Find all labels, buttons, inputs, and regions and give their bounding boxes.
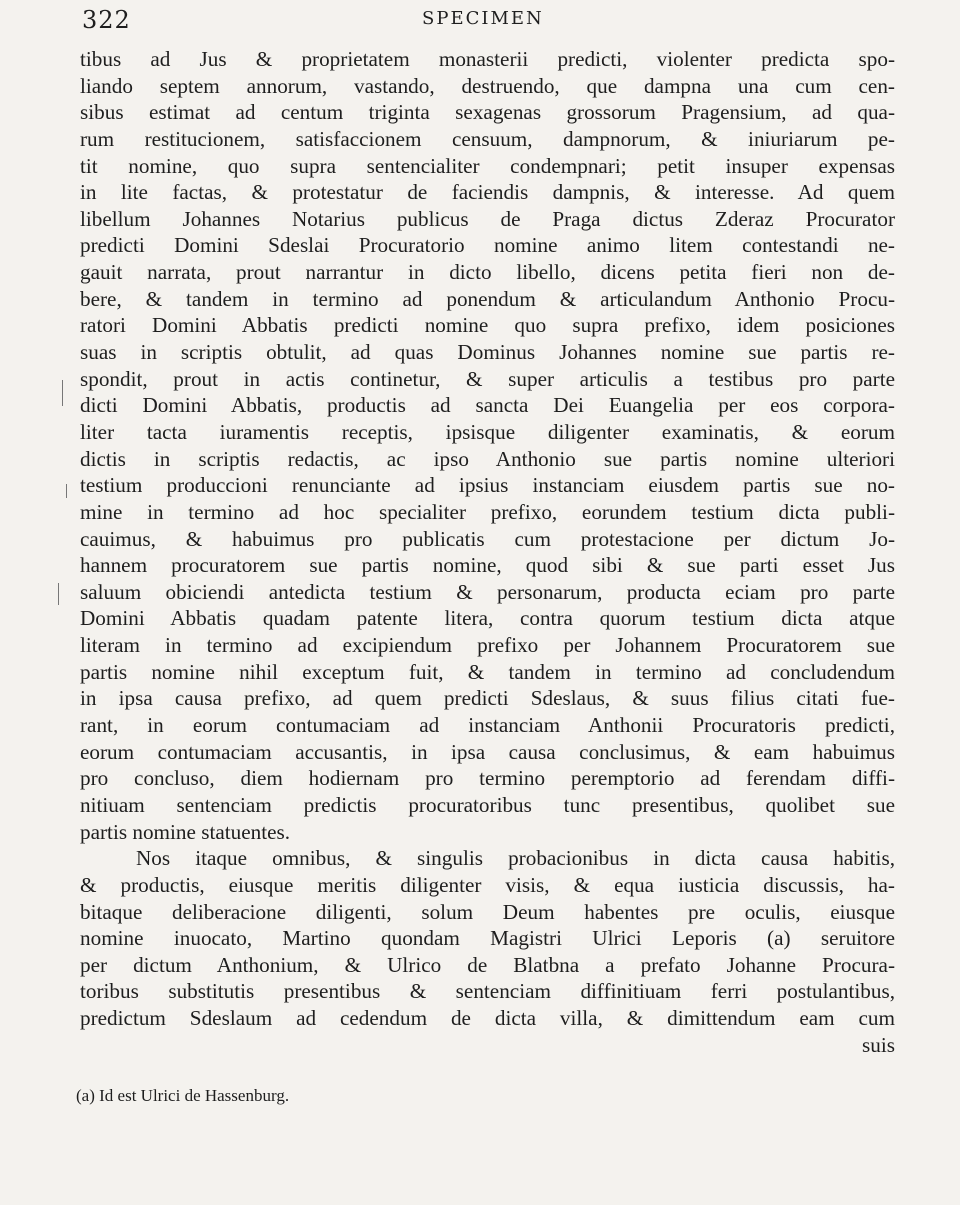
text-line: saluum obiciendi antedicta testium & personarum, producta eciam pro parte <box>80 579 895 604</box>
text-line: Domini Abbatis quadam patente litera, contra quorum testium dicta atque <box>80 606 895 631</box>
body-text <box>80 46 895 1058</box>
text-line: hannem procuratorem sue partis nomine, quod sibi & sue parti esset Jus <box>80 553 895 578</box>
text-line: tibus ad Jus & proprietatem monasterii predicti, violenter predicta spo- <box>80 47 895 71</box>
margin-mark <box>62 380 63 406</box>
text-line: predicti Domini Sdeslai Procuratorio nomine animo litem contestandi ne- <box>80 233 895 258</box>
text-line: gauit narrata, prout narrantur in dicto libello, dicens petita fieri non de- <box>80 260 895 285</box>
text-line: in lite factas, & protestatur de faciendis dampnis, & interesse. Ad quem <box>80 180 895 205</box>
text-line: nitiuam sentenciam predictis procuratoribus tunc presentibus, quolibet sue <box>80 792 895 817</box>
text-line: tit nomine, quo supra sentencialiter condempnari; petit insuper expensas <box>80 153 895 178</box>
text-line: suas in scriptis obtulit, ad quas Dominus Johannes nomine sue partis re- <box>80 340 895 365</box>
text-line: mine in termino ad hoc specialiter prefixo, eorundem testium dicta publi- <box>80 499 895 524</box>
text-line: dicti Domini Abbatis, productis ad sancta Dei Euangelia per eos corpora- <box>80 393 895 418</box>
text-line: rant, in eorum contumaciam ad instanciam Anthonii Procuratoris predicti, <box>80 713 895 738</box>
text-line: predictum Sdeslaum ad cedendum de dicta villa, & dimittendum eam cum <box>80 1006 895 1031</box>
text-line: toribus substitutis presentibus & sentenciam diffinitiuam ferri postulantibus, <box>80 979 895 1004</box>
running-head: SPECIMEN <box>422 8 544 29</box>
text-line: literam in termino ad excipiendum prefixo per Johannem Procuratorem sue <box>80 633 895 658</box>
text-line: dictis in scriptis redactis, ac ipso Anthonio sue partis nomine ulteriori <box>80 446 895 471</box>
margin-mark <box>66 484 67 498</box>
catchword: suis <box>862 1032 895 1057</box>
text-line-paragraph-end: partis nomine statuentes. <box>80 819 291 844</box>
page-number: 322 <box>82 6 131 34</box>
text-line: liter tacta iuramentis receptis, ipsisque diligenter examinatis, & eorum <box>80 419 895 444</box>
text-line: cauimus, & habuimus pro publicatis cum protestacione per dictum Jo- <box>80 526 895 551</box>
text-line: in ipsa causa prefixo, ad quem predicti Sdeslaus, & suus filius citati fue- <box>80 686 895 711</box>
text-line: & productis, eiusque meritis diligenter visis, & equa iusticia discussis, ha- <box>80 872 895 897</box>
text-line: eorum contumaciam accusantis, in ipsa causa conclusimus, & eam habuimus <box>80 739 895 764</box>
text-line: liando septem annorum, vastando, destruendo, que dampna una cum cen- <box>80 73 895 98</box>
text-line: partis nomine nihil exceptum fuit, & tandem in termino ad concludendum <box>80 659 895 684</box>
text-line: nomine inuocato, Martino quondam Magistri Ulrici Leporis (a) seruitore <box>80 926 895 951</box>
text-line: sibus estimat ad centum triginta sexagenas grossorum Pragensium, ad qua- <box>80 100 895 125</box>
text-line: ratori Domini Abbatis predicti nomine quo supra prefixo, idem posiciones <box>80 313 895 338</box>
page-header <box>82 6 920 36</box>
text-line: libellum Johannes Notarius publicus de Praga dictus Zderaz Procurator <box>80 206 895 231</box>
text-line: rum restitucionem, satisfaccionem censuum, dampnorum, & iniuriarum pe- <box>80 126 895 151</box>
text-line: testium produccioni renunciante ad ipsius instanciam eiusdem partis sue no- <box>80 473 895 498</box>
margin-mark <box>58 583 59 605</box>
footnote: (a) Id est Ulrici de Hassenburg. <box>76 1086 290 1105</box>
text-line: bere, & tandem in termino ad ponendum & articulandum Anthonio Procu- <box>80 286 895 311</box>
text-line: per dictum Anthonium, & Ulrico de Blatbna a prefato Johanne Procura- <box>80 952 895 977</box>
text-line: pro concluso, diem hodiernam pro termino peremptorio ad ferendam diffi- <box>80 766 895 791</box>
text-line: spondit, prout in actis continetur, & super articulis a testibus pro parte <box>80 366 895 391</box>
text-line: bitaque deliberacione diligenti, solum Deum habentes pre oculis, eiusque <box>80 899 895 924</box>
text-line-paragraph-start: Nos itaque omnibus, & singulis probacionibus in dicta causa habitis, <box>136 846 895 871</box>
